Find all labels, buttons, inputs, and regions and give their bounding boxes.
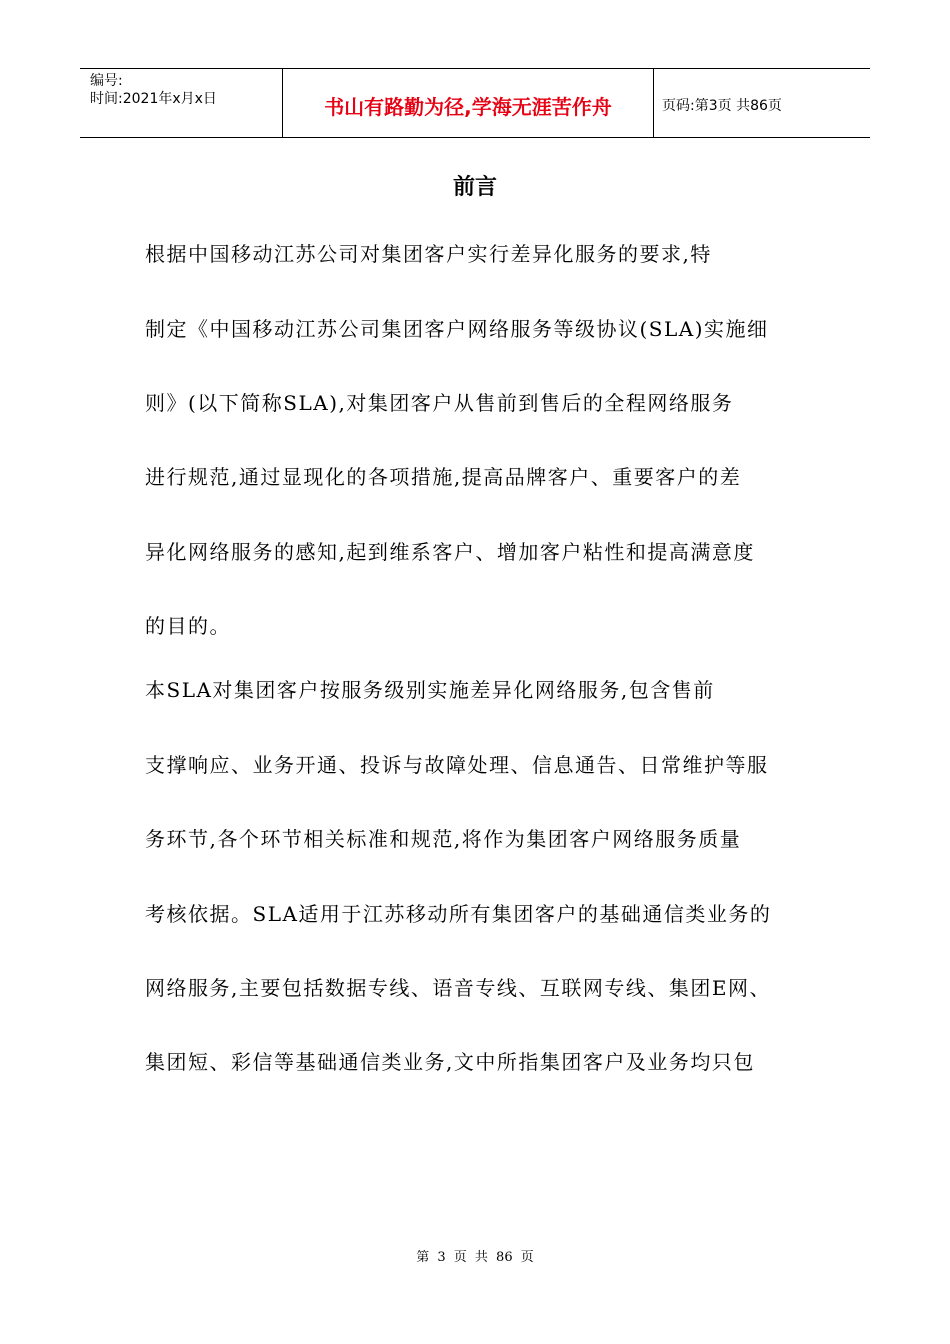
body-line: 制定《中国移动江苏公司集团客户网络服务等级协议(SLA)实施细 <box>145 317 769 341</box>
page-footer: 第 3 页 共 86 页 <box>416 1250 534 1265</box>
body-line: 根据中国移动江苏公司对集团客户实行差异化服务的要求,特 <box>145 242 712 266</box>
page-header <box>80 68 870 138</box>
body-line: 务环节,各个环节相关标准和规范,将作为集团客户网络服务质量 <box>145 827 742 851</box>
document-number: 编号: <box>90 73 123 89</box>
header-page-info: 页码:第3页 共86页 <box>662 98 782 114</box>
body-line: 的目的。 <box>145 614 231 638</box>
document-date: 时间:2021年x月x日 <box>90 91 217 107</box>
header-motto: 书山有路勤为径,学海无涯苦作舟 <box>282 69 654 137</box>
body-line: 本SLA对集团客户按服务级别实施差异化网络服务,包含售前 <box>145 678 715 702</box>
body-line: 进行规范,通过显现化的各项措施,提高品牌客户、重要客户的差 <box>145 465 742 489</box>
body-line: 则》(以下简称SLA),对集团客户从售前到售后的全程网络服务 <box>145 391 734 415</box>
body-line: 集团短、彩信等基础通信类业务,文中所指集团客户及业务均只包 <box>145 1050 755 1074</box>
body-line: 考核依据。SLA适用于江苏移动所有集团客户的基础通信类业务的 <box>145 902 772 926</box>
body-line: 异化网络服务的感知,起到维系客户、增加客户粘性和提高满意度 <box>145 540 755 564</box>
header-meta <box>80 69 282 137</box>
body-line: 支撑响应、业务开通、投诉与故障处理、信息通告、日常维护等服 <box>145 753 769 777</box>
body-line: 网络服务,主要包括数据专线、语音专线、互联网专线、集团E网、 <box>145 976 771 1000</box>
page-title: 前言 <box>452 175 497 200</box>
